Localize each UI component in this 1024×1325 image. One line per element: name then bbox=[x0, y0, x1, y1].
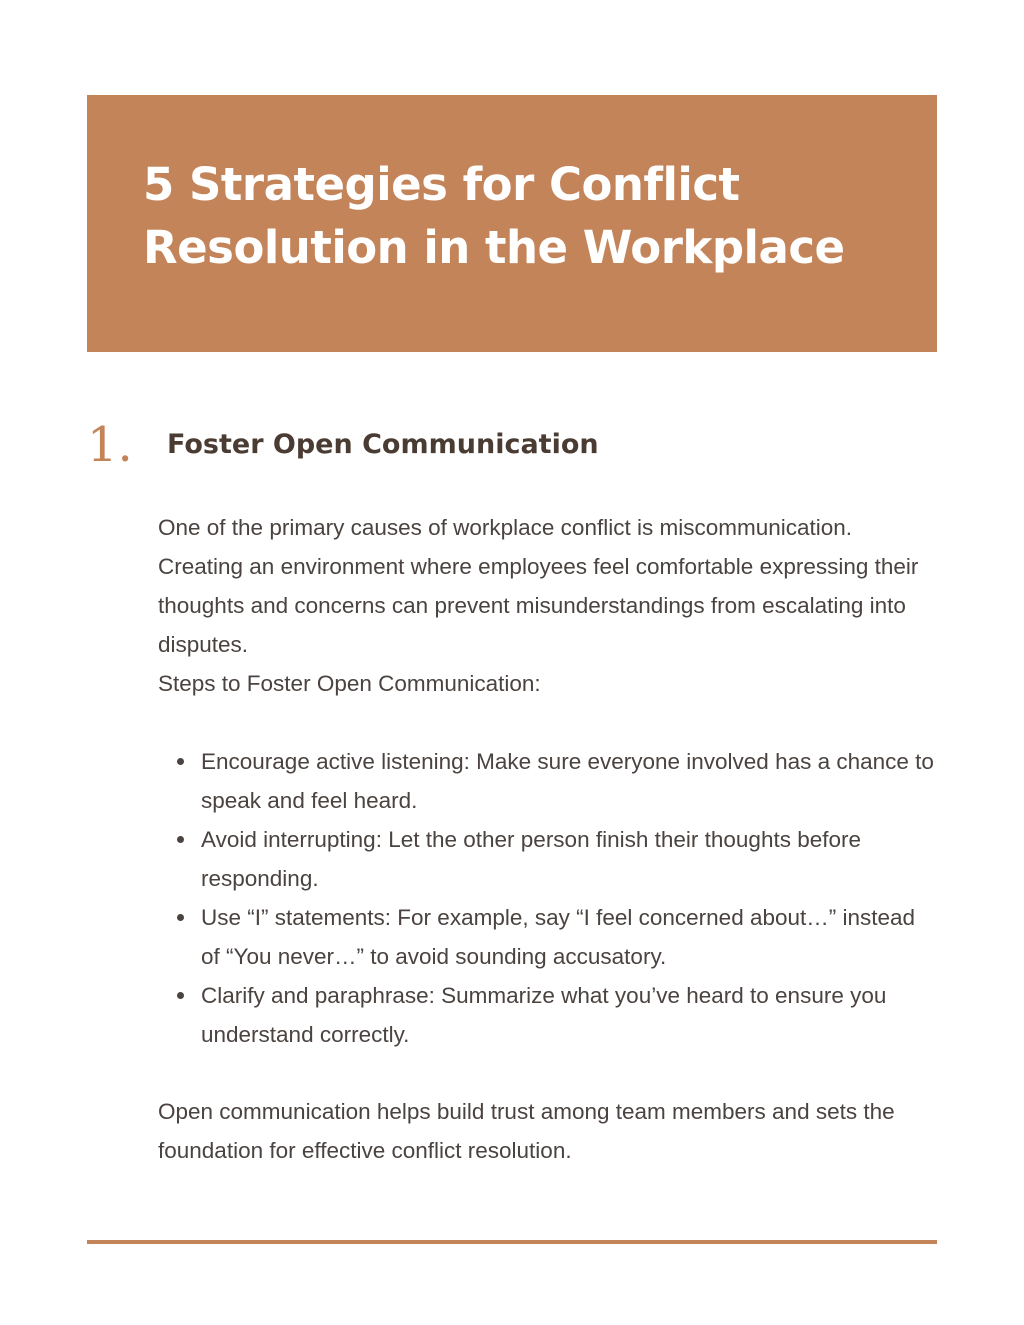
page-title: 5 Strategies for Conflict Resolution in the Workplace bbox=[143, 158, 845, 274]
list-item-text: Use “I” statements: For example, say “I feel concerned about…” instead of “You never…” to avoid sounding accusatory. bbox=[201, 905, 916, 969]
section-number: 1. bbox=[87, 417, 133, 473]
bullet-icon bbox=[177, 914, 184, 921]
intro-paragraph: One of the primary causes of workplace conflict is miscommunication. Creating an environment where employees feel comfortable expressing their thoughts and concerns can prevent misunderstandings from escalating into disputes. bbox=[158, 515, 919, 657]
footer-divider bbox=[87, 1240, 937, 1244]
list-item bbox=[158, 898, 938, 976]
list-item-text: Avoid interrupting: Let the other person finish their thoughts before responding. bbox=[201, 827, 862, 891]
bullet-icon bbox=[177, 836, 184, 843]
steps-list bbox=[158, 742, 938, 1054]
steps-heading: Steps to Foster Open Communication: bbox=[158, 671, 541, 696]
list-item-text: Encourage active listening: Make sure everyone involved has a chance to speak and feel heard. bbox=[201, 749, 934, 813]
list-item bbox=[158, 976, 938, 1054]
bullet-icon bbox=[177, 758, 184, 765]
header-banner bbox=[87, 95, 937, 352]
intro-text-block bbox=[158, 508, 938, 703]
list-item-text: Clarify and paraphrase: Summarize what you’ve heard to ensure you understand correctly. bbox=[201, 983, 887, 1047]
list-item bbox=[158, 742, 938, 820]
section-heading: Foster Open Communication bbox=[167, 429, 599, 460]
bullet-icon bbox=[177, 992, 184, 999]
list-item bbox=[158, 820, 938, 898]
closing-paragraph: Open communication helps build trust among team members and sets the foundation for effective conflict resolution. bbox=[158, 1099, 895, 1163]
